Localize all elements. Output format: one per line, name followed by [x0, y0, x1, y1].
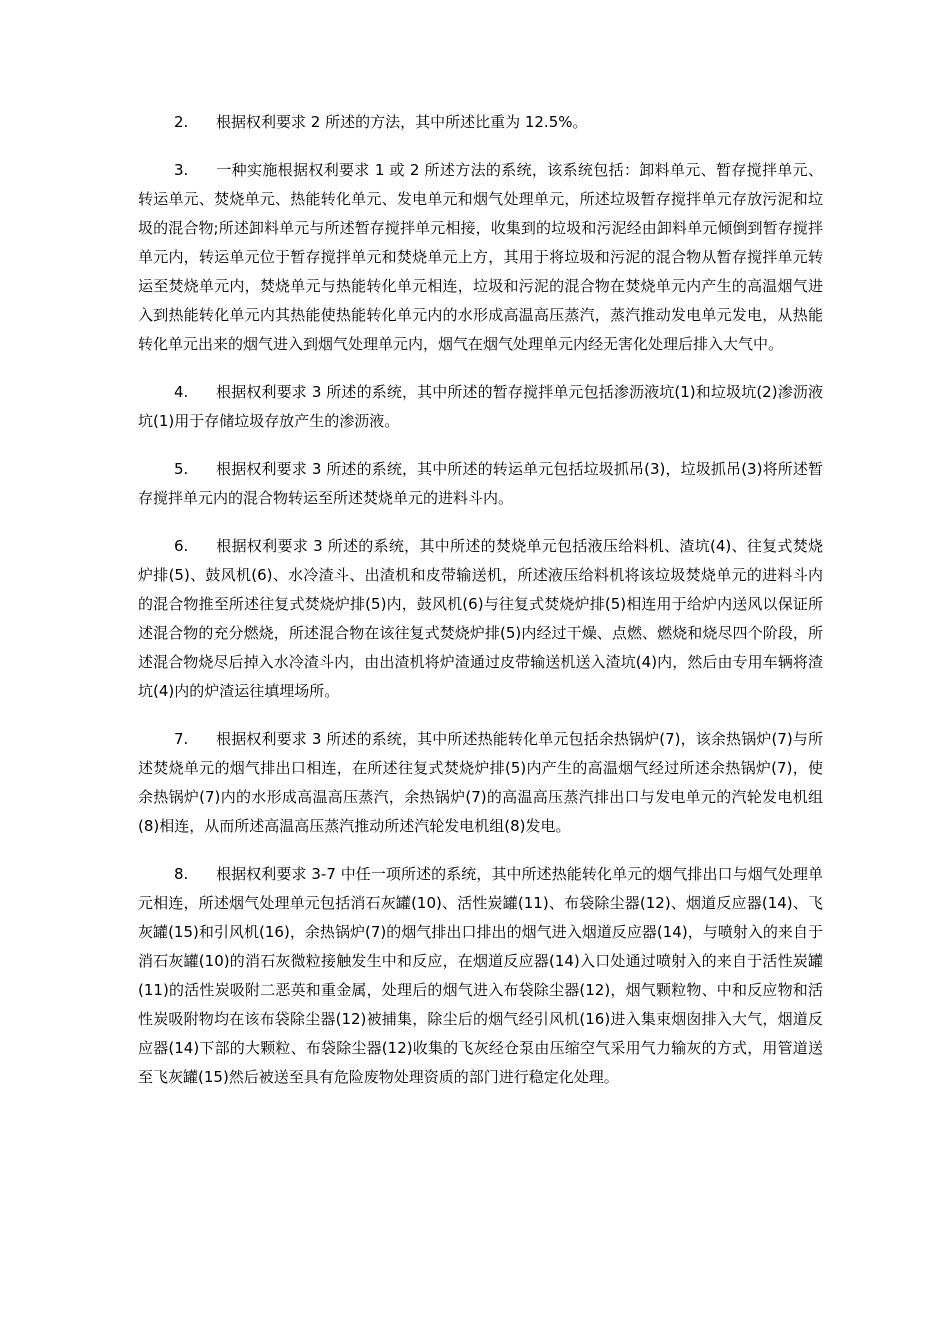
claim-text: 根据权利要求 3 所述的系统，其中所述的转运单元包括垃圾抓吊(3)，垃圾抓吊(3)将所述暂存搅拌单元内的混合物转运至所述焚烧单元的进料斗内。 [138, 460, 823, 507]
claim-number: 5. [174, 460, 189, 478]
claim-4 [138, 378, 823, 436]
claim-3 [138, 156, 823, 359]
claim-text: 根据权利要求 3 所述的系统，其中所述的焚烧单元包括液压给料机、渣坑(4)、往复式焚烧炉排(5)、鼓风机(6)、水冷渣斗、出渣机和皮带输送机，所述液压给料机将该垃圾焚烧单元的进料斗内的混合物推至所述往复式焚烧炉排(5)内，鼓风机(6)与往复式焚烧炉排(5)相连用于给炉内送风以保证所述混合物的充分燃烧，所述混合物在该往复式焚烧炉排(5)内经过干燥、点燃、燃烧和烧尽四个阶段，所述混合物烧尽后掉入水冷渣斗内，由出渣机将炉渣通过皮带输送机送入渣坑(4)内，然后由专用车辆将渣坑(4)内的炉渣运往填埋场所。 [138, 537, 823, 700]
claim-text: 一种实施根据权利要求 1 或 2 所述方法的系统，该系统包括：卸料单元、暂存搅拌单元、转运单元、焚烧单元、热能转化单元、发电单元和烟气处理单元，所述垃圾暂存搅拌单元存放污泥和垃圾的混合物;所述卸料单元与所述暂存搅拌单元相接，收集到的垃圾和污泥经由卸料单元倾倒到暂存搅拌单元内，转运单元位于暂存搅拌单元和焚烧单元上方，其用于将垃圾和污泥的混合物从暂存搅拌单元转运至焚烧单元内，焚烧单元与热能转化单元相连，垃圾和污泥的混合物在焚烧单元内产生的高温烟气进入到热能转化单元内其热能使热能转化单元内的水形成高温高压蒸汽，蒸汽推动发电单元发电，从热能转化单元出来的烟气进入到烟气处理单元内，烟气在烟气处理单元内经无害化处理后排入大气中。 [138, 161, 823, 353]
claim-2 [138, 108, 823, 137]
claim-text: 根据权利要求 3 所述的系统，其中所述热能转化单元包括余热锅炉(7)，该余热锅炉(7)与所述焚烧单元的烟气排出口相连，在所述往复式焚烧炉排(5)内产生的高温烟气经过所述余热锅炉(7)，使余热锅炉(7)内的水形成高温高压蒸汽，余热锅炉(7)的高温高压蒸汽排出口与发电单元的汽轮发电机组(8)相连，从而所述高温高压蒸汽推动所述汽轮发电机组(8)发电。 [138, 730, 823, 835]
claim-number: 2. [174, 113, 189, 131]
claim-number: 8. [174, 865, 189, 883]
claim-text: 根据权利要求 3-7 中任一项所述的系统，其中所述热能转化单元的烟气排出口与烟气处理单元相连，所述烟气处理单元包括消石灰罐(10)、活性炭罐(11)、布袋除尘器(12)、烟道反应器(14)、飞灰罐(15)和引风机(16)，余热锅炉(7)的烟气排出口排出的烟气进入烟道反应器(14)，与喷射入的来自于消石灰罐(10)的消石灰微粒接触发生中和反应，在烟道反应器(14)入口处通过喷射入的来自于活性炭罐(11)的活性炭吸附二恶英和重金属，处理后的烟气进入布袋除尘器(12)，烟气颗粒物、中和反应物和活性炭吸附物均在该布袋除尘器(12)被捕集，除尘后的烟气经引风机(16)进入集束烟囱排入大气，烟道反应器(14)下部的大颗粒、布袋除尘器(12)收集的飞灰经仓泵由压缩空气采用气力输灰的方式，用管道送至飞灰罐(15)然后被送至具有危险废物处理资质的部门进行稳定化处理。 [138, 865, 823, 1086]
claim-number: 6. [174, 537, 189, 555]
claim-7 [138, 725, 823, 841]
claim-number: 3. [174, 161, 189, 179]
claim-text: 根据权利要求 3 所述的系统，其中所述的暂存搅拌单元包括渗沥液坑(1)和垃圾坑(2)渗沥液坑(1)用于存储垃圾存放产生的渗沥液。 [138, 383, 823, 430]
claims-list [138, 108, 823, 1111]
claim-6 [138, 532, 823, 706]
claim-5 [138, 455, 823, 513]
claim-number: 7. [174, 730, 189, 748]
claim-text: 根据权利要求 2 所述的方法，其中所述比重为 12.5%。 [216, 113, 588, 131]
claim-8 [138, 860, 823, 1092]
claim-number: 4. [174, 383, 189, 401]
